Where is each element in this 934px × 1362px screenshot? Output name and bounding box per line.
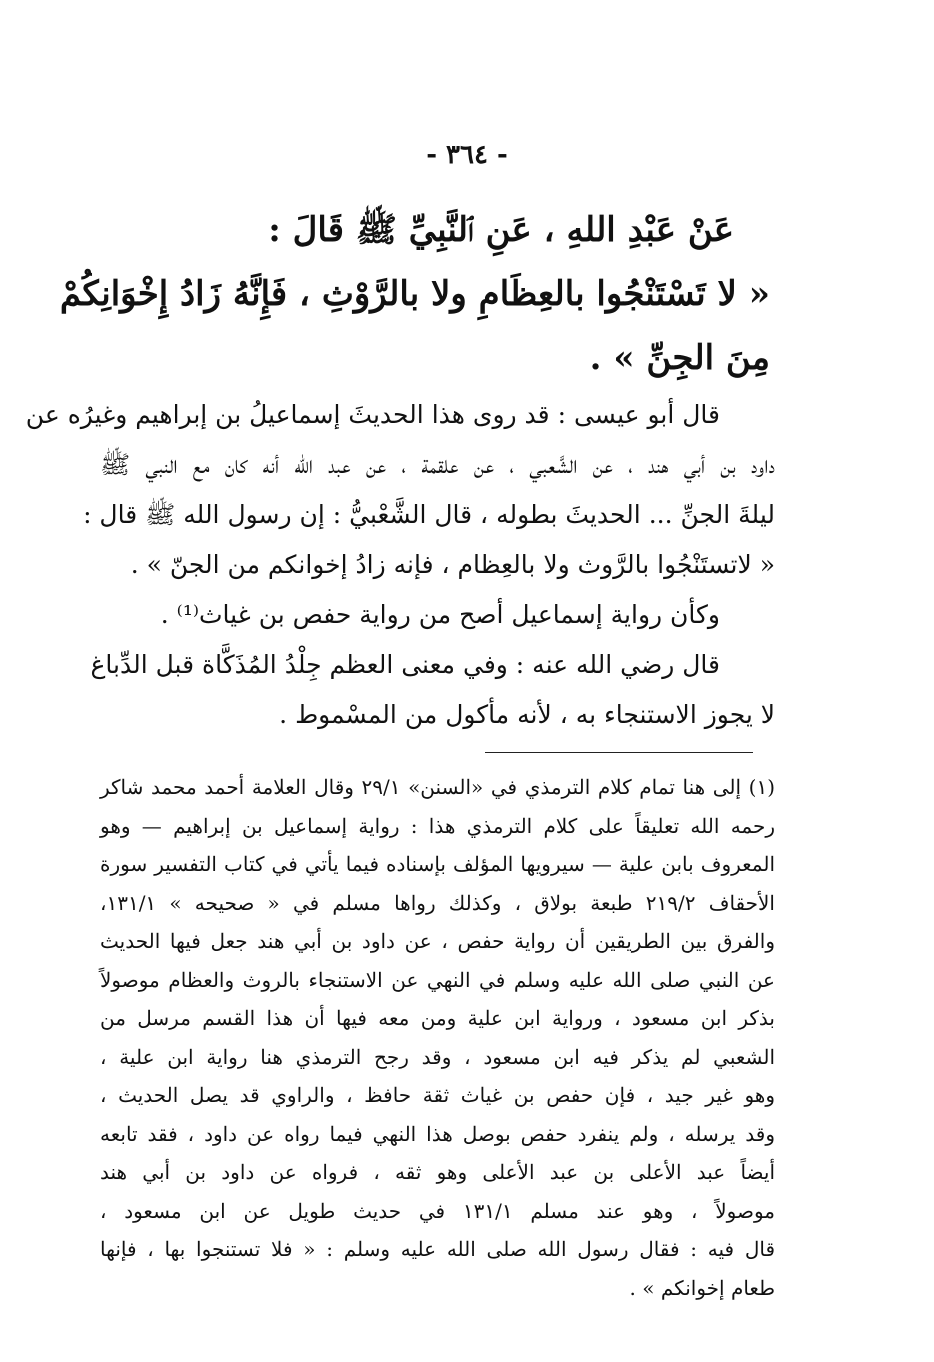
footnote-line: المعروف بابن علية — سيرويها المؤلف بإسناده فيما يأتي في كتاب التفسير سورة: [100, 852, 775, 876]
footnote-line: بذكر ابن مسعود ، ورواية ابن علية ومن معه فيها أن هذا القسم مرسل من: [100, 1006, 775, 1030]
commentary-line: لا يجوز الاستنجاء به ، لأنه مأكول من المسْموط .: [279, 700, 775, 729]
footnote-line: الأحقاف ٢١٩/٢ طبعة بولاق ، وكذلك رواها مسلم في « صحيحه » ١٣١/١،: [100, 890, 775, 915]
footnote-line: أيضاً عبد الأعلى بن عبد الأعلى وهو ثقه ، فرواه عن داود بن أبي هند: [100, 1160, 775, 1184]
hadith-line: عَنْ عَبْدِ اللهِ ، عَنِ ٱلنَّبِيِّ ﷺ قَالَ :: [268, 210, 734, 250]
commentary-text: [25, 390, 775, 740]
page-number: - ٣٦٤ -: [426, 140, 508, 170]
commentary-line: « لاتستَنْجُوا بالرَّوث ولا بالعِظام ، فإنه زادُ إخوانكم من الجنّ » .: [130, 550, 775, 579]
footnote-line: قال فيه : فقال رسول الله صلى الله عليه وسلم : « فلا تستنجوا بها ، فإنها: [100, 1237, 775, 1261]
hadith-text: [59, 262, 770, 390]
hadith-chain: [134, 198, 734, 262]
commentary-line: ليلةَ الجنِّ ... الحديثَ بطوله ، قال الشَّعْبيُّ : إن رسول الله ﷺ قال :: [83, 500, 775, 529]
footnote-line: وهو غير جيد ، فإن حفص بن غياث ثقة حافظ ، والراوي قد يصل الحديث ،: [100, 1083, 775, 1107]
commentary-line: قال رضي الله عنه : وفي معنى العظم جِلْدُ المُذَكَّاة قبل الدِّباغ: [90, 650, 720, 679]
footnote-line: وقد يرسله ، ولم ينفرد حفص بوصل هذا النهي فيما رواه عن داود ، فقد تابعه: [100, 1121, 775, 1146]
footnote-line: الشعبي لم يذكر فيه ابن مسعود ، وقد رجح الترمذي هنا رواية ابن علية ،: [100, 1044, 775, 1069]
commentary-line: داود بن أبي هند ، عن الشَّعبي ، عن علقمة ، عن عبد الله أنه كان مع النبي ﷺ: [100, 450, 775, 479]
footnote-line: والفرق بين الطريقين أن رواية حفص ، عن داود بن أبي هند جعل فيها الحديث: [100, 929, 775, 953]
footnote-line: موصولاً ، وهو عند مسلم ١٣١/١ في حديث طويل عن ابن مسعود ،: [100, 1198, 775, 1223]
hadith-line: مِنَ الجِنِّ » .: [589, 338, 770, 378]
footnote-divider: [485, 752, 753, 753]
footnote-line: طعام إخوانكم » .: [629, 1275, 775, 1300]
hadith-line: « لا تَسْتَنْجُوا بالعِظَامِ ولا بالرَّوْثِ ، فَإِنَّهُ زَادُ إِخْوَانِكُمْ: [59, 274, 770, 314]
commentary-line: قال أبو عيسى : قد روى هذا الحديثَ إسماعيلُ بن إبراهيم وغيرُه عن: [25, 400, 720, 429]
footnote-line: رحمه الله تعليقاً على كلام الترمذي هذا : رواية إسماعيل بن إبراهيم — وهو: [100, 813, 775, 838]
commentary-line: وكأن رواية إسماعيل أصح من رواية حفص بن غياث⁽¹⁾ .: [160, 600, 720, 629]
footnote-line: (١) إلى هنا تمام كلام الترمذي في «السنن» ٢٩/١ وقال العلامة أحمد محمد شاكر: [100, 775, 775, 799]
footnote-line: عن النبي صلى الله عليه وسلم في النهي عن الاستنجاء بالروث والعظام موصولاً: [100, 967, 775, 992]
footnotes: [100, 768, 775, 1307]
